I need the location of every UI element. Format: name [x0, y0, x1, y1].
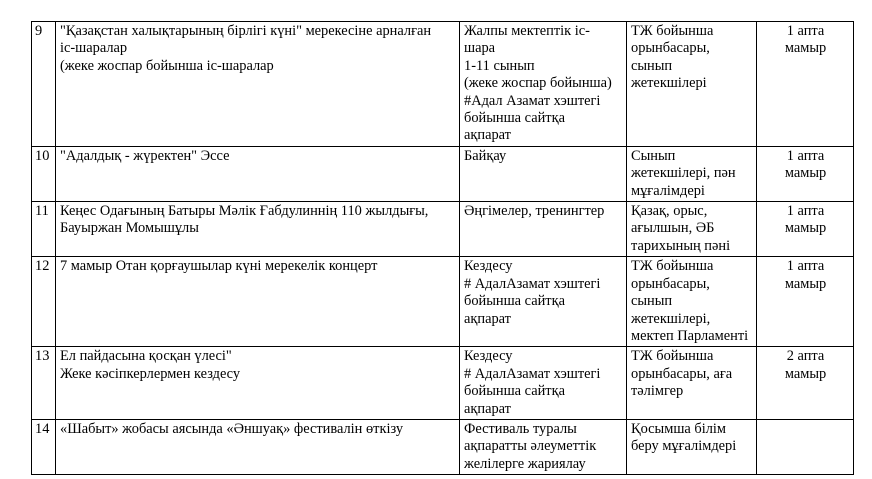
- timing-cell: 1 апта мамыр: [757, 257, 854, 347]
- timing-cell: 2 апта мамыр: [757, 347, 854, 420]
- responsible-cell: ТЖ бойынша орынбасары, сынып жетекшілері, мектеп Парламенті: [627, 257, 757, 347]
- row-number: 9: [32, 22, 56, 147]
- event-cell: Ел пайдасына қосқан үлесі" Жеке кәсіпкерлермен кездесу: [56, 347, 460, 420]
- form-cell: Кездесу # АдалАзамат хэштегі бойынша сайтқа ақпарат: [460, 257, 627, 347]
- event-cell: Кеңес Одағының Батыры Мәлік Ғабдулиннің 110 жылдығы, Бауыржан Момышұлы: [56, 202, 460, 257]
- table-row: [32, 146, 854, 201]
- table-row: [32, 22, 854, 147]
- responsible-cell: Сынып жетекшілері, пән мұғалімдері: [627, 146, 757, 201]
- form-cell: Әңгімелер, тренингтер: [460, 202, 627, 257]
- table-row: [32, 202, 854, 257]
- row-number: 11: [32, 202, 56, 257]
- responsible-cell: ТЖ бойынша орынбасары, сынып жетекшілері: [627, 22, 757, 147]
- timing-cell: 1 апта мамыр: [757, 146, 854, 201]
- event-cell: «Шабыт» жобасы аясында «Әншуақ» фестивалін өткізу: [56, 419, 460, 474]
- form-cell: Фестиваль туралы ақпаратты әлеуметтік желілерге жариялау: [460, 419, 627, 474]
- events-table: [31, 21, 854, 475]
- timing-cell: [757, 419, 854, 474]
- responsible-cell: Қосымша білім беру мұғалімдері: [627, 419, 757, 474]
- table-row: [32, 419, 854, 474]
- table-row: [32, 257, 854, 347]
- form-cell: Жалпы мектептік іс- шара 1-11 сынып (жеке жоспар бойынша) #Адал Азамат хэштегі бойынша сайтқа ақпарат: [460, 22, 627, 147]
- row-number: 10: [32, 146, 56, 201]
- event-cell: "Қазақстан халықтарының бірлігі күні" мерекесіне арналған іс-шаралар (жеке жоспар бойынша іс-шаралар: [56, 22, 460, 147]
- row-number: 14: [32, 419, 56, 474]
- table-row: [32, 347, 854, 420]
- responsible-cell: Қазақ, орыс, ағылшын, ӘБ тарихының пәні: [627, 202, 757, 257]
- row-number: 13: [32, 347, 56, 420]
- event-cell: 7 мамыр Отан қорғаушылар күні мерекелік концерт: [56, 257, 460, 347]
- timing-cell: 1 апта мамыр: [757, 22, 854, 147]
- event-cell: "Адалдық - жүректен" Эссе: [56, 146, 460, 201]
- responsible-cell: ТЖ бойынша орынбасары, аға тәлімгер: [627, 347, 757, 420]
- timing-cell: 1 апта мамыр: [757, 202, 854, 257]
- form-cell: Кездесу # АдалАзамат хэштегі бойынша сайтқа ақпарат: [460, 347, 627, 420]
- row-number: 12: [32, 257, 56, 347]
- form-cell: Байқау: [460, 146, 627, 201]
